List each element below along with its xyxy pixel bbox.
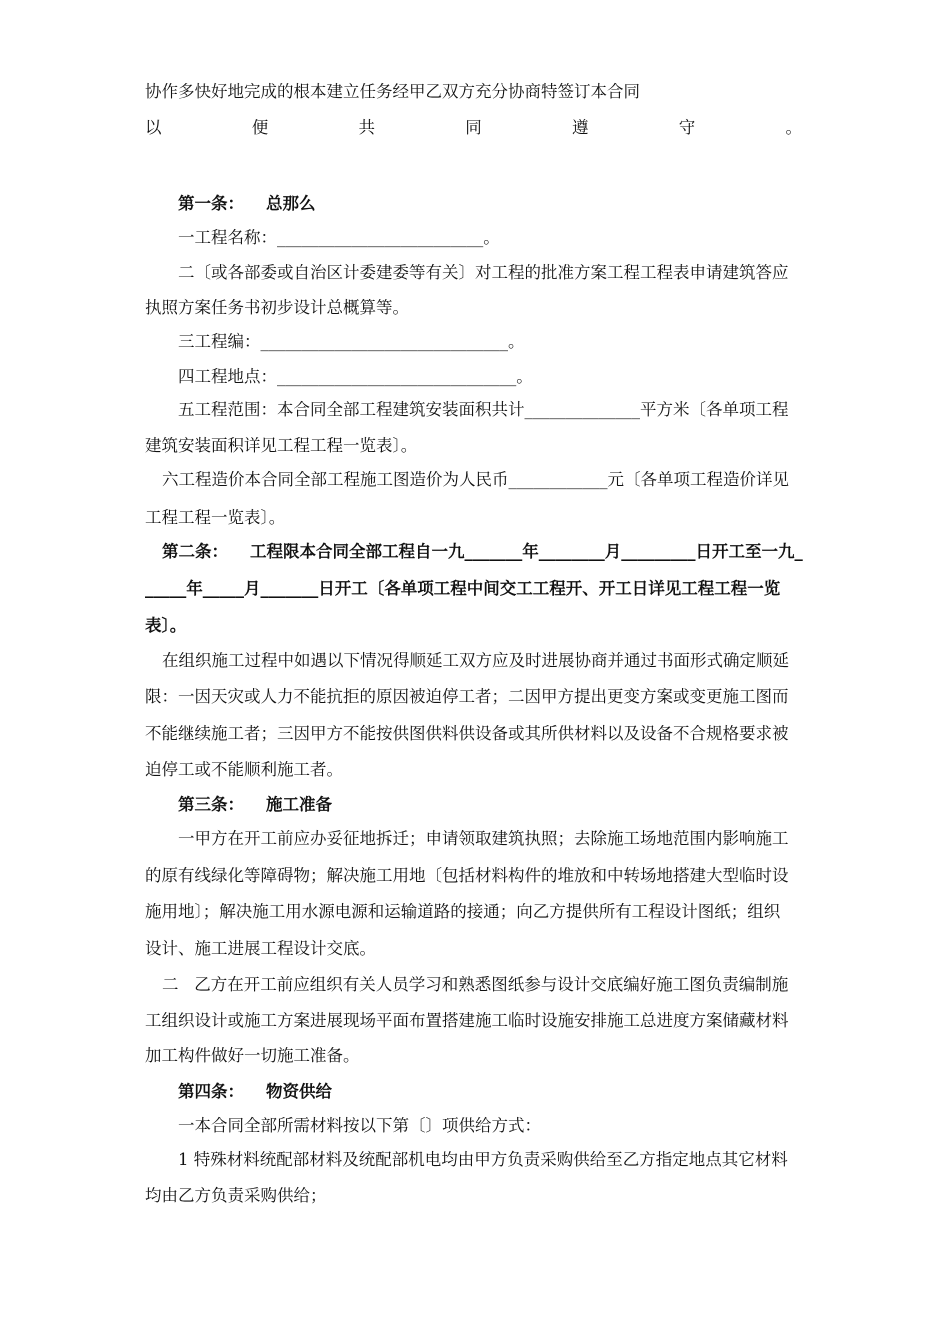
spread-char: 守 [678, 118, 696, 137]
paragraph-line: 设计、施工进展工程设计交底。 [145, 939, 376, 958]
article-number: 第四条： [178, 1082, 244, 1101]
intro-spread-line [145, 118, 802, 138]
spread-char: 遵 [572, 118, 589, 137]
paragraph-line: 二 乙方在开工前应组织有关人员学习和熟悉图纸参与设计交底编好施工图负责编制施 [162, 975, 789, 994]
spread-char: 同 [465, 118, 482, 137]
paragraph-line: 二〔或各部委或自治区计委建委等有关〕对工程的批准方案工程工程表申请建筑答应 [178, 263, 789, 282]
spread-char: 。 [785, 118, 802, 137]
article-2-heading [162, 542, 832, 562]
article-1-heading [178, 194, 848, 214]
paragraph-line: 在组织施工过程中如遇以下情况得顺延工双方应及时进展协商并通过书面形式确定顺延 [162, 651, 789, 670]
paragraph-line: 五工程范围：本合同全部工程建筑安装面积共计______________平方米〔各单项工程 [178, 400, 789, 419]
paragraph-line: 的原有线绿化等障碍物；解决施工用地〔包括材料构件的堆放和中转场地搭建大型临时设 [145, 866, 789, 885]
paragraph-line: 工程工程一览表〕。 [145, 508, 286, 527]
paragraph-line: 迫停工或不能顺利施工者。 [145, 760, 343, 779]
intro-line: 协作多快好地完成的根本建立任务经甲乙双方充分协商特签订本合同 [145, 82, 640, 101]
paragraph-line: 不能继续施工者；三因甲方不能按供图供料供设备或其所供材料以及设备不合规格要求被 [145, 724, 789, 743]
paragraph-line: 均由乙方负责采购供给； [145, 1186, 327, 1205]
paragraph-line: 限：一因天灾或人力不能抗拒的原因被迫停工者；二因甲方提出更变方案或变更施工图而 [145, 687, 789, 706]
article-number: 第二条： [162, 542, 228, 561]
article-title: 总那么 [266, 194, 316, 213]
paragraph-line: 六工程造价本合同全部工程施工图造价为人民币____________元〔各单项工程造价详见 [162, 470, 789, 489]
paragraph-line: 表〕。 [145, 616, 187, 635]
paragraph-line: 四工程地点：_____________________________。 [178, 367, 533, 386]
spread-char: 便 [251, 118, 269, 137]
article-number: 第一条： [178, 194, 244, 213]
paragraph-line: 一本合同全部所需材料按以下第〔〕项供给方式： [178, 1116, 541, 1135]
paragraph-line: 一工程名称：_________________________。 [178, 228, 500, 247]
article-number: 第三条： [178, 795, 244, 814]
article-4-heading [178, 1082, 848, 1102]
paragraph-line: 1 特殊材料统配部材料及统配部机电均由甲方负责采购供给至乙方指定地点其它材料 [178, 1150, 788, 1169]
spread-char: 以 [145, 118, 162, 137]
article-title: 物资供给 [266, 1082, 332, 1101]
article-title: 施工准备 [266, 795, 332, 814]
paragraph-line: _____年_____月_______日开工〔各单项工程中间交工工程开、开工日详见工程工程一览 [145, 579, 781, 598]
paragraph-line: 加工构件做好一切施工准备。 [145, 1046, 360, 1065]
paragraph-line: 执照方案任务书初步设计总概算等。 [145, 298, 409, 317]
paragraph-line: 工组织设计或施工方案进展现场平面布置搭建施工临时设施安排施工总进度方案储藏材料 [145, 1011, 789, 1030]
paragraph-line: 一甲方在开工前应办妥征地拆迁；申请领取建筑执照；去除施工场地范围内影响施工 [178, 829, 789, 848]
article-3-heading [178, 795, 848, 815]
paragraph-line: 施用地〕；解决施工用水源电源和运输道路的接通；向乙方提供所有工程设计图纸；组织 [145, 902, 781, 921]
article-text: 工程限本合同全部工程自一九_______年________月_________日开工至一九_ [250, 542, 803, 561]
paragraph-line: 建筑安装面积详见工程工程一览表〕。 [145, 436, 418, 455]
spread-char: 共 [358, 118, 375, 137]
paragraph-line: 三工程编：______________________________。 [178, 332, 525, 351]
